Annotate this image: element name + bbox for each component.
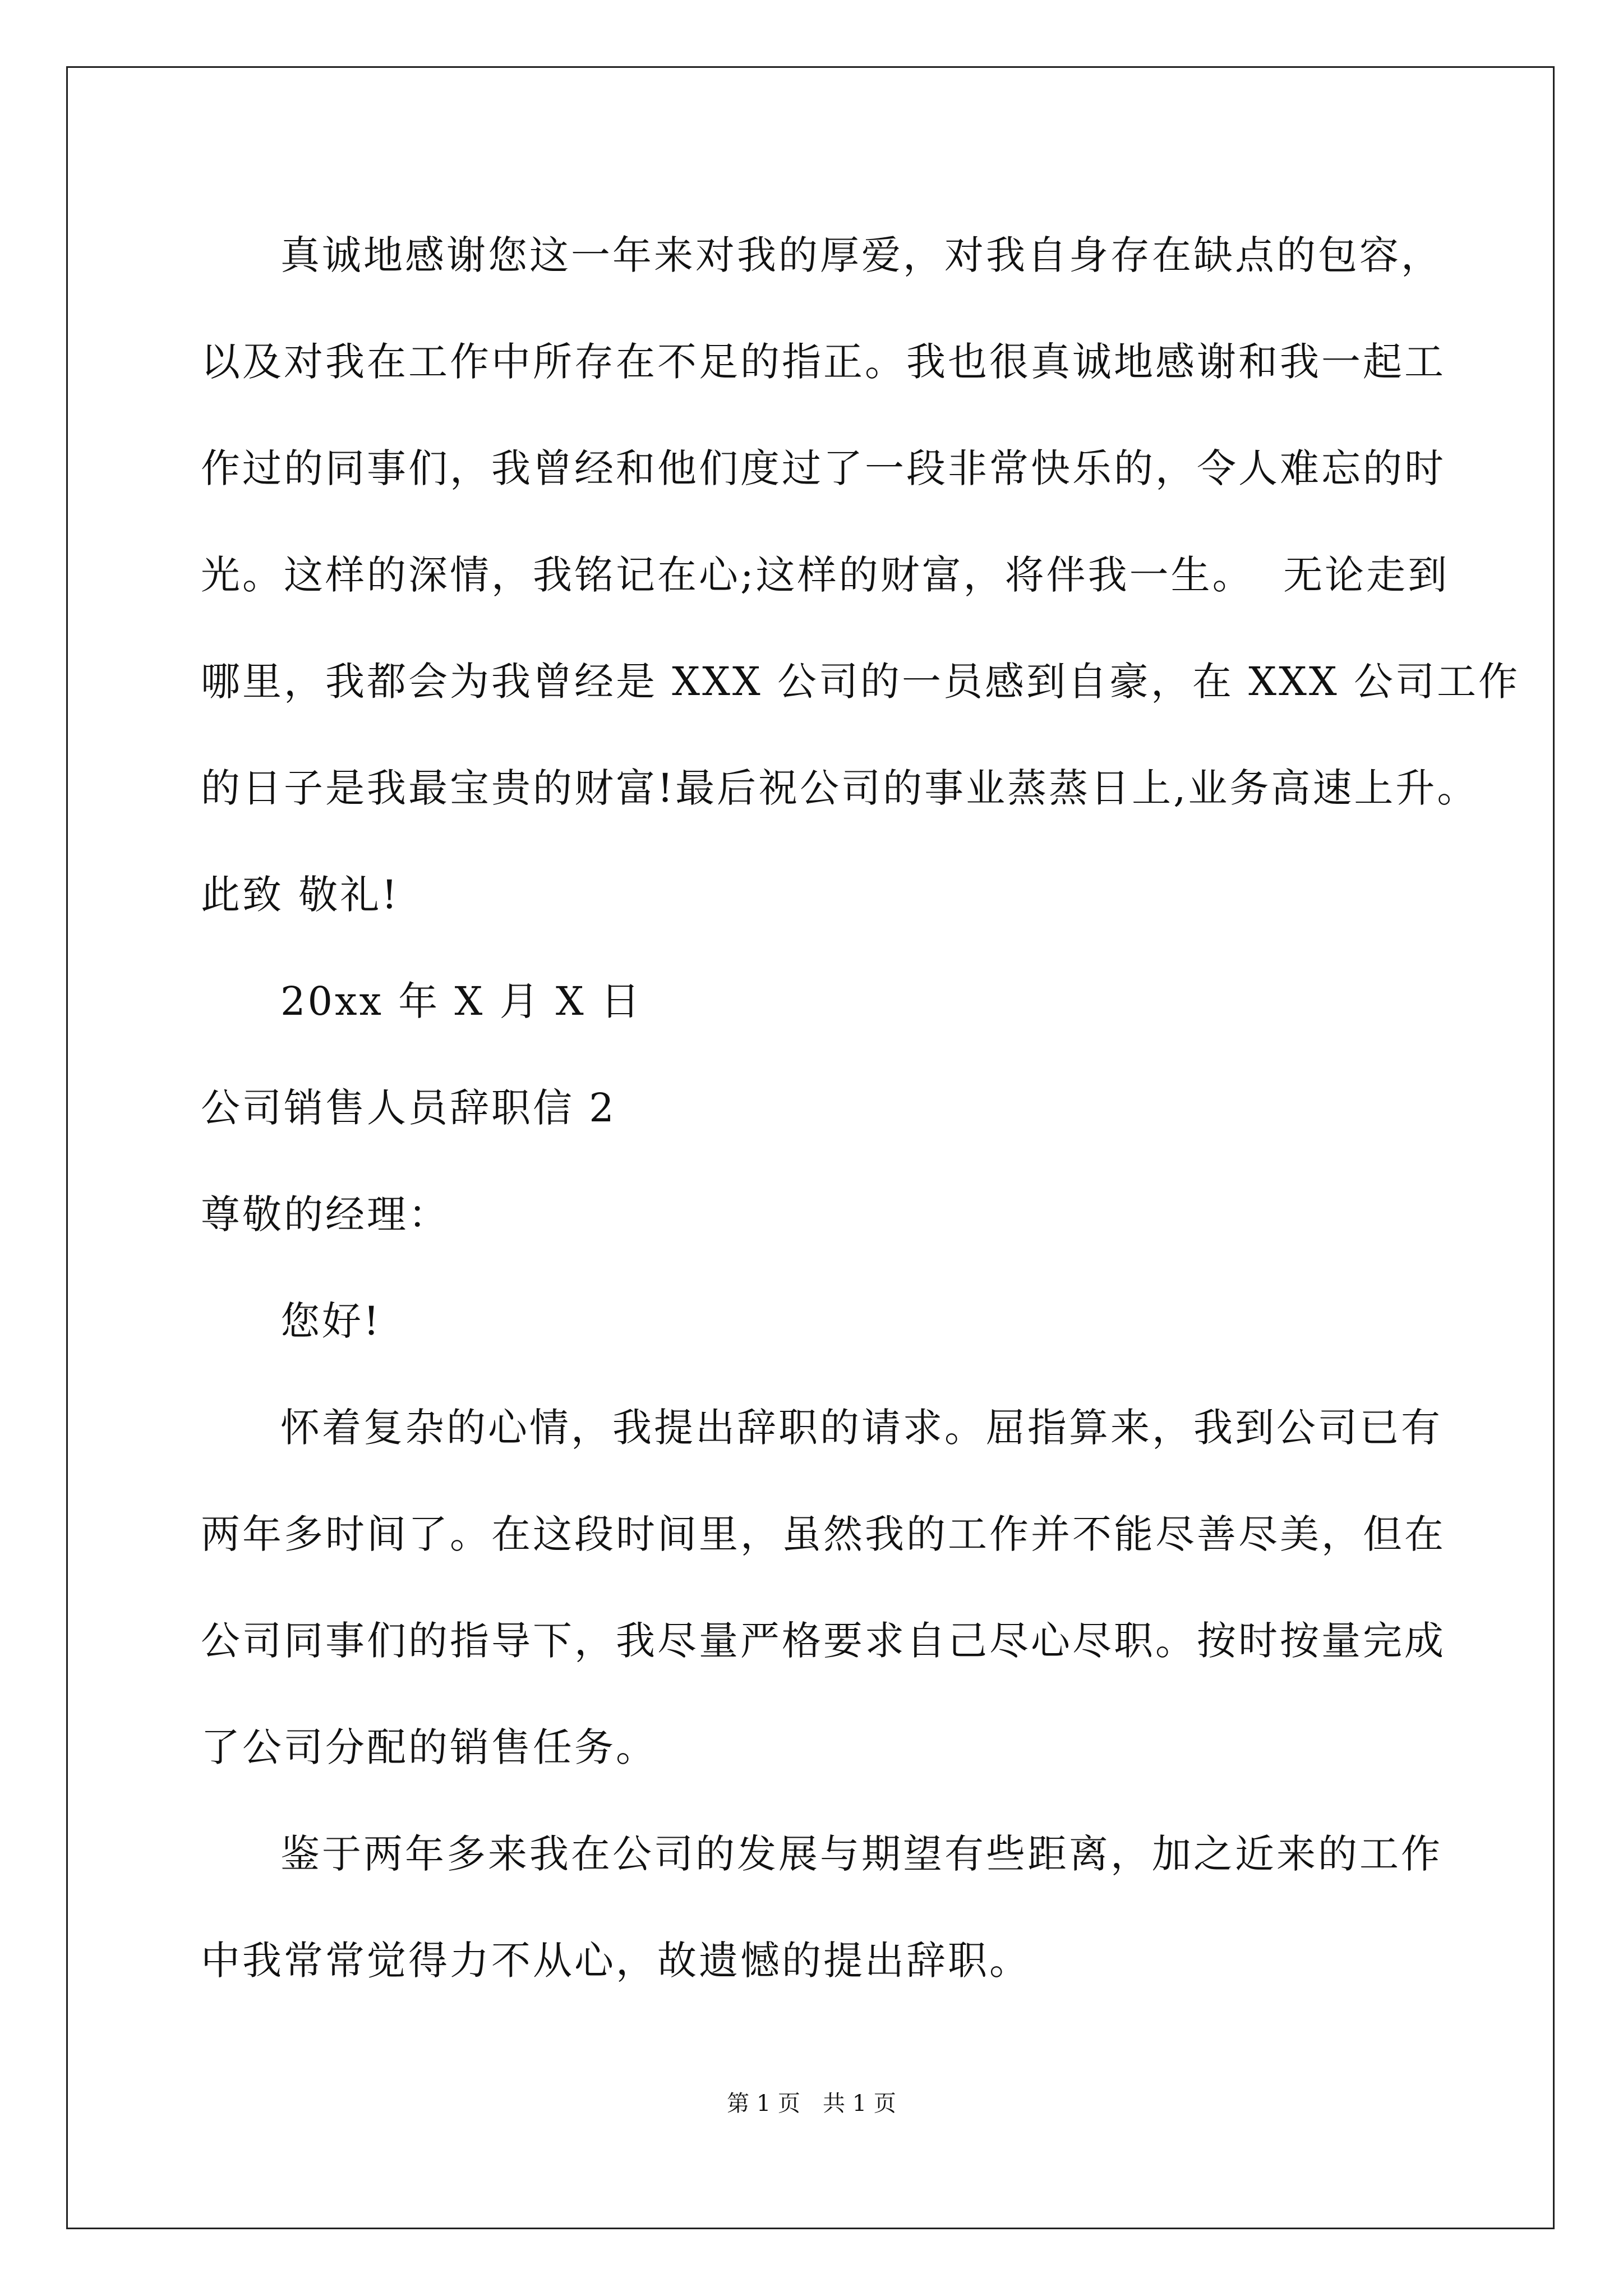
paragraph-line: 了公司分配的销售任务。 (201, 1724, 657, 1770)
paragraph-line: 怀着复杂的心情，我提出辞职的请求。屈指算来，我到公司已有 (280, 1405, 1442, 1451)
paragraph-line: 作过的同事们，我曾经和他们度过了一段非常快乐的，令人难忘的时 (201, 445, 1446, 491)
paragraph-line: 鉴于两年多来我在公司的发展与期望有些距离，加之近来的工作 (280, 1831, 1442, 1877)
paragraph-line: 哪里，我都会为我曾经是 XXX 公司的一员感到自豪，在 XXX 公司工作 (201, 659, 1520, 705)
paragraph-line: 以及对我在工作中所存在不足的指正。我也很真诚地感谢和我一起工 (201, 339, 1446, 385)
paragraph-line: 光。这样的深情，我铭记在心;这样的财富，将伴我一生。 无论走到 (201, 552, 1450, 598)
paragraph-line: 真诚地感谢您这一年来对我的厚爱，对我自身存在缺点的包容， (280, 232, 1442, 278)
letter-date: 20xx 年 X 月 X 日 (280, 978, 642, 1024)
page-footer (0, 2087, 1623, 2120)
paragraph-line: 的日子是我最宝贵的财富!最后祝公司的事业蒸蒸日上,业务高速上升。 (201, 765, 1479, 811)
letter-greeting: 您好! (280, 1298, 382, 1344)
letter-addressee: 尊敬的经理： (201, 1191, 450, 1237)
page-total: 共 1 页 (823, 2091, 896, 2116)
page-number: 第 1 页 (727, 2091, 800, 2116)
document-body (201, 202, 1520, 2014)
paragraph-line: 两年多时间了。在这段时间里，虽然我的工作并不能尽善尽美，但在 (201, 1511, 1446, 1557)
paragraph-line: 公司同事们的指导下，我尽量严格要求自己尽心尽职。按时按量完成 (201, 1618, 1446, 1664)
paragraph-line: 中我常常觉得力不从心，故遗憾的提出辞职。 (201, 1938, 1031, 1984)
closing-salutation: 此致 敬礼! (201, 872, 400, 918)
section-title: 公司销售人员辞职信 2 (201, 1085, 616, 1131)
